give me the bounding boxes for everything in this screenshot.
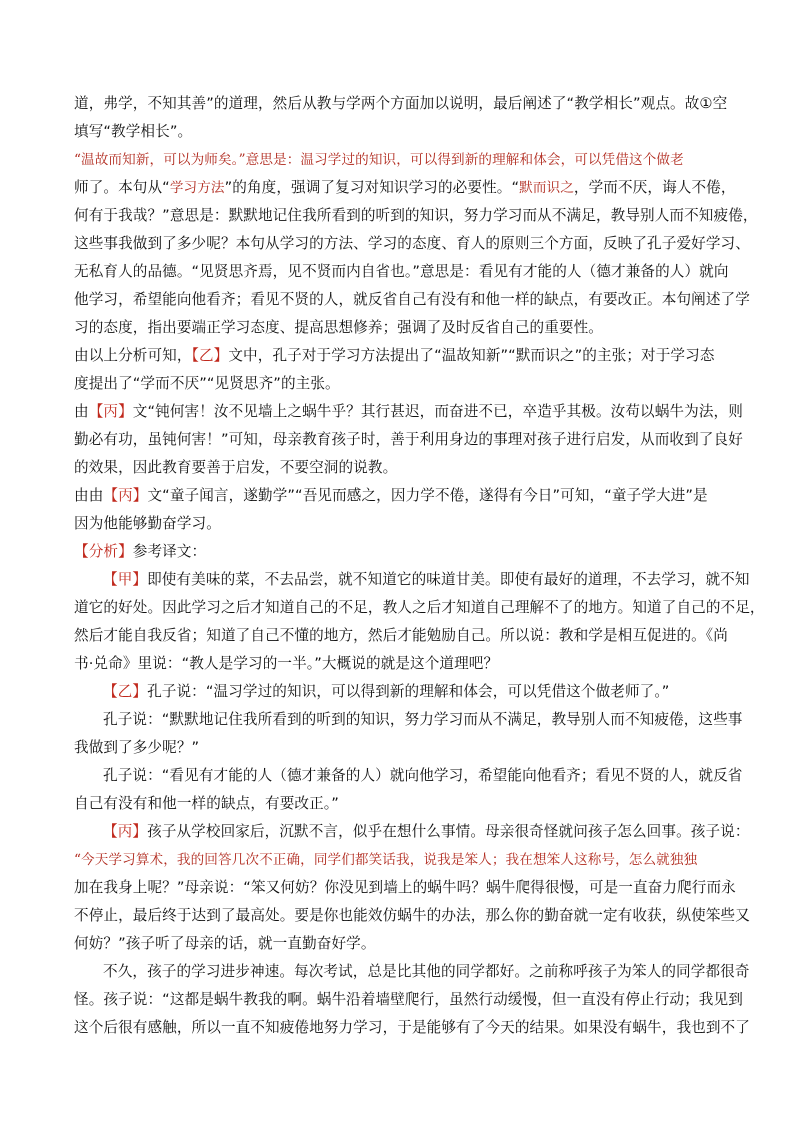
text-segment: 孩子从学校回家后，沉默不言，似乎在想什么事情。母亲很奇怪就问孩子怎么回事。孩子说： xyxy=(147,823,750,840)
text-line xyxy=(74,510,724,538)
text-line xyxy=(74,202,758,230)
text-line xyxy=(74,566,750,594)
text-line xyxy=(74,874,736,902)
text-segment: 道，弗学，不知其善”的道理，然后从教与学两个方面加以说明，最后阐述了“教学相长”观点。故①空 xyxy=(74,95,728,112)
text-line xyxy=(74,286,750,314)
text-segment: 何妨？”孩子听了母亲的话，就一直勤奋好学。 xyxy=(74,935,376,952)
text-segment: ”的角度，强调了复习对知识学习的必要性。“ xyxy=(224,179,520,196)
text-segment: 这些事我做到了多少呢？本句从学习的方法、学习的态度、育人的原则三个方面，反映了孔子爱好学习、 xyxy=(74,235,750,252)
text-line xyxy=(74,790,724,818)
text-segment: 由由 xyxy=(74,487,104,504)
text-segment: 自己有没有和他一样的缺点，有要改正。” xyxy=(74,795,339,812)
section-tag: 【乙】 xyxy=(191,347,229,364)
text-segment: 孔子说：“看见有才能的人（德才兼备的人）就向他学习，希望能向他看齐；看见不贤的人，就反省 xyxy=(103,767,743,784)
text-segment: 文“钝何害！汝不见墙上之蜗牛乎？其行甚迟，而奋进不已，卒造乎其极。汝苟以蜗牛为法，则 xyxy=(132,403,743,420)
text-segment: 道它的好处。因此学习之后才知道自己的不足，教人之后才知道自己理解不了的地方。知道了自己的不足， xyxy=(74,599,765,616)
text-line xyxy=(74,342,724,370)
text-segment: 师了。本句从“ xyxy=(74,179,170,196)
text-line xyxy=(74,454,724,482)
text-line xyxy=(74,594,765,622)
text-segment: 文“童子闻言，遂勤学”“吾见而感之，因力学不倦，遂得有今日”可知，“童子学大进”是 xyxy=(147,487,708,504)
document-body xyxy=(74,90,765,1042)
text-line xyxy=(74,678,724,706)
section-tag: 【丙】 xyxy=(103,823,148,840)
text-line xyxy=(74,818,750,846)
text-segment: 的效果，因此教育要善于启发，不要空洞的说教。 xyxy=(74,459,398,476)
highlighted-text: 学习方法 xyxy=(169,180,225,196)
highlighted-text: “今天学习算术，我的回答几次不正确，同学们都笑话我，说我是笨人；我在想笨人这称号，怎么就独独 xyxy=(74,852,698,868)
text-line xyxy=(74,902,750,930)
text-segment: 这个后很有感触，所以一直不知疲倦地努力学习，于是能够有了今天的结果。如果没有蜗牛，我也到不了 xyxy=(74,1019,750,1036)
text-line xyxy=(74,930,724,958)
text-line xyxy=(74,90,728,118)
text-line xyxy=(74,370,724,398)
text-line xyxy=(74,146,724,174)
text-line xyxy=(74,622,728,650)
text-segment: 由 xyxy=(74,403,89,420)
section-tag: 【分析】 xyxy=(74,543,133,560)
text-line xyxy=(74,846,724,874)
text-segment: 加在我身上呢？”母亲说：“笨又何妨？你没见到墙上的蜗牛吗？蜗牛爬得很慢，可是一直奋力爬行而永 xyxy=(74,879,736,896)
text-segment: 填写“教学相长”。 xyxy=(74,123,193,140)
text-line xyxy=(74,538,724,566)
text-segment: 孔子说：“温习学过的知识，可以得到新的理解和体会，可以凭借这个做老师了。” xyxy=(147,683,670,700)
text-segment: 习的态度，指出要端正学习态度、提高思想修养；强调了及时反省自己的重要性。 xyxy=(74,319,603,336)
text-segment: 即使有美味的菜，不去品尝，就不知道它的味道甘美。即使有最好的道理，不去学习，就不知 xyxy=(147,571,750,588)
text-segment: 勤必有功，虽钝何害！”可知，母亲教育孩子时，善于利用身边的事理对孩子进行启发，从而收到了良好 xyxy=(74,431,743,448)
text-segment: ，学而不厌，诲人不倦， xyxy=(573,179,736,196)
text-segment: 我做到了多少呢？” xyxy=(74,739,200,756)
section-tag: 【丙】 xyxy=(88,403,133,420)
text-line xyxy=(74,426,743,454)
text-line xyxy=(74,734,724,762)
text-segment: 不停止，最后终于达到了最高处。要是你也能效仿蜗牛的办法，那么你的勤奋就一定有收获，纵使笨些又 xyxy=(74,907,750,924)
text-segment: 因为他能够勤奋学习。 xyxy=(74,515,221,532)
text-line xyxy=(74,230,750,258)
section-tag: 【乙】 xyxy=(103,683,148,700)
text-line xyxy=(74,650,724,678)
text-segment: 怪。孩子说：“这都是蜗牛教我的啊。蜗牛沿着墙壁爬行，虽然行动缓慢，但一直没有停止行动；我见到 xyxy=(74,991,743,1008)
text-segment: 参考译文： xyxy=(132,543,207,560)
text-segment: 他学习，希望能向他看齐；看见不贤的人，就反省自己有没有和他一样的缺点，有要改正。本句阐述了学 xyxy=(74,291,750,308)
section-tag: 【甲】 xyxy=(103,571,148,588)
text-segment: 然后才能自我反省；知道了自己不懂的地方，然后才能勉励自己。所以说：教和学是相互促进的。《尚 xyxy=(74,627,728,644)
highlighted-text: 默而识之 xyxy=(519,180,574,196)
text-segment: 何有于我哉？”意思是：默默地记住我所看到的听到的知识，努力学习而从不满足，教导别人而不知疲倦， xyxy=(74,207,758,224)
text-segment: 由以上分析可知， xyxy=(74,347,192,364)
text-line xyxy=(74,118,724,146)
text-segment: 无私育人的品德。“见贤思齐焉，见不贤而内自省也。”意思是：看见有才能的人（德才兼备的人）就向 xyxy=(74,263,729,280)
text-segment: 孔子说：“默默地记住我所看到的听到的知识，努力学习而从不满足，教导别人而不知疲倦，这些事 xyxy=(103,711,743,728)
highlighted-text: “温故而知新，可以为师矣。”意思是：温习学过的知识，可以得到新的理解和体会，可以凭借这个做老 xyxy=(74,152,684,168)
text-line xyxy=(74,762,743,790)
text-segment: 文中，孔子对于学习方法提出了“温故知新”“默而识之”的主张；对于学习态 xyxy=(228,347,715,364)
text-line xyxy=(74,314,724,342)
text-line xyxy=(74,986,743,1014)
text-line xyxy=(74,1014,750,1042)
text-line xyxy=(74,398,743,426)
section-tag: 【丙】 xyxy=(103,487,148,504)
text-line xyxy=(74,174,736,202)
text-segment: 不久，孩子的学习进步神速。每次考试，总是比其他的同学都好。之前称呼孩子为笨人的同学都很奇 xyxy=(103,963,750,980)
text-line xyxy=(74,482,724,510)
text-segment: 度提出了“学而不厌”“见贤思齐”的主张。 xyxy=(74,375,340,392)
text-line xyxy=(74,258,729,286)
text-line xyxy=(74,706,743,734)
text-segment: 书·兑命》里说：“教人是学习的一半。”大概说的就是这个道理吧？ xyxy=(74,655,499,672)
text-line xyxy=(74,958,750,986)
